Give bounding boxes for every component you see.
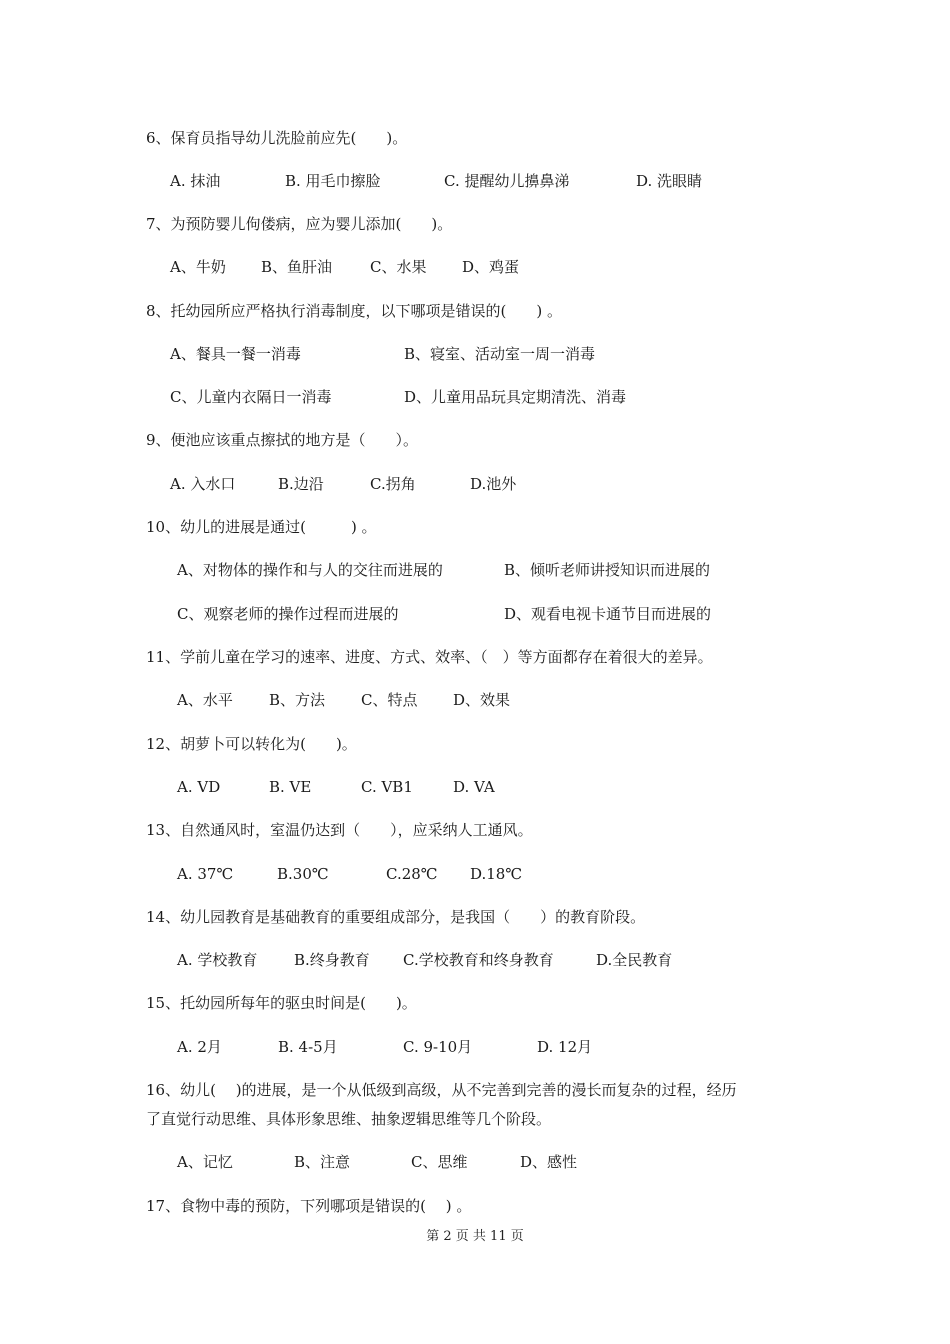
q7-option-b: B、鱼肝油 [261,258,333,276]
question-13: 13、自然通风时，室温仍达到（ ），应采纳人工通风。 [146,821,533,839]
q10-option-b: B、倾听老师讲授知识而进展的 [504,561,711,579]
q14-option-c: C.学校教育和终身教育 [403,951,554,969]
q16-option-a: A、记忆 [177,1153,233,1171]
question-14: 14、幼儿园教育是基础教育的重要组成部分，是我国（ ）的教育阶段。 [146,908,646,926]
q14-option-d: D.全民教育 [596,951,673,969]
q10-option-d: D、观看电视卡通节目而进展的 [504,605,712,623]
q9-option-a: A. 入水口 [170,475,236,493]
question-10: 10、幼儿的进展是通过( ) 。 [146,518,377,536]
q9-option-b: B.边沿 [278,475,324,493]
q11-option-c: C、特点 [361,691,418,709]
q10-option-c: C、观察老师的操作过程而进展的 [177,605,399,623]
q13-option-a: A. 37℃ [177,865,234,883]
q13-option-d: D.18℃ [470,865,523,883]
q12-option-c: C. VB1 [361,778,413,796]
q10-option-a: A、对物体的操作和与人的交往而进展的 [177,561,443,579]
q16-option-d: D、感性 [520,1153,578,1171]
question-15: 15、托幼园所每年的驱虫时间是( )。 [146,994,417,1012]
q14-option-b: B.终身教育 [294,951,370,969]
q6-option-d: D. 洗眼睛 [636,172,703,190]
q8-option-d: D、儿童用品玩具定期清洗、消毒 [404,388,627,406]
q12-option-d: D. VA [453,778,495,796]
question-16: 16、幼儿( )的进展，是一个从低级到高级，从不完善到完善的漫长而复杂的过程，经历 [146,1081,737,1099]
q14-option-a: A. 学校教育 [177,951,258,969]
q12-option-a: A. VD [177,778,221,796]
q15-option-b: B. 4-5月 [278,1038,338,1056]
question-16-continued: 了直觉行动思维、具体形象思维、抽象逻辑思维等几个阶段。 [146,1110,552,1128]
page-footer: 第 2 页 共 11 页 [426,1229,524,1244]
q11-option-b: B、方法 [269,691,326,709]
question-9: 9、便池应该重点擦拭的地方是（ ）。 [146,431,419,449]
q13-option-b: B.30℃ [277,865,329,883]
q9-option-c: C.拐角 [370,475,416,493]
q15-option-c: C. 9-10月 [403,1038,473,1056]
q16-option-c: C、思维 [411,1153,468,1171]
q11-option-d: D、效果 [453,691,511,709]
q8-option-a: A、餐具一餐一消毒 [170,345,301,363]
question-8: 8、托幼园所应严格执行消毒制度，以下哪项是错误的( ) 。 [146,302,563,320]
q11-option-a: A、水平 [177,691,233,709]
q9-option-d: D.池外 [470,475,517,493]
q15-option-a: A. 2月 [177,1038,222,1056]
q15-option-d: D. 12月 [537,1038,593,1056]
q8-option-b: B、寝室、活动室一周一消毒 [404,345,596,363]
question-6: 6、保育员指导幼儿洗脸前应先( )。 [146,129,408,147]
q8-option-c: C、儿童内衣隔日一消毒 [170,388,332,406]
question-12: 12、胡萝卜可以转化为( )。 [146,735,357,753]
q13-option-c: C.28℃ [386,865,438,883]
q7-option-d: D、鸡蛋 [462,258,520,276]
q7-option-a: A、牛奶 [170,258,226,276]
question-7: 7、为预防婴儿佝偻病，应为婴儿添加( )。 [146,215,453,233]
q12-option-b: B. VE [269,778,312,796]
q6-option-c: C. 提醒幼儿擤鼻涕 [444,172,570,190]
q7-option-c: C、水果 [370,258,427,276]
question-17: 17、食物中毒的预防，下列哪项是错误的( ) 。 [146,1197,472,1215]
question-11: 11、学前儿童在学习的速率、进度、方式、效率、（ ）等方面都存在着很大的差异。 [146,648,713,666]
q6-option-b: B. 用毛巾擦脸 [285,172,381,190]
q6-option-a: A. 抹油 [170,172,221,190]
q16-option-b: B、注意 [294,1153,351,1171]
